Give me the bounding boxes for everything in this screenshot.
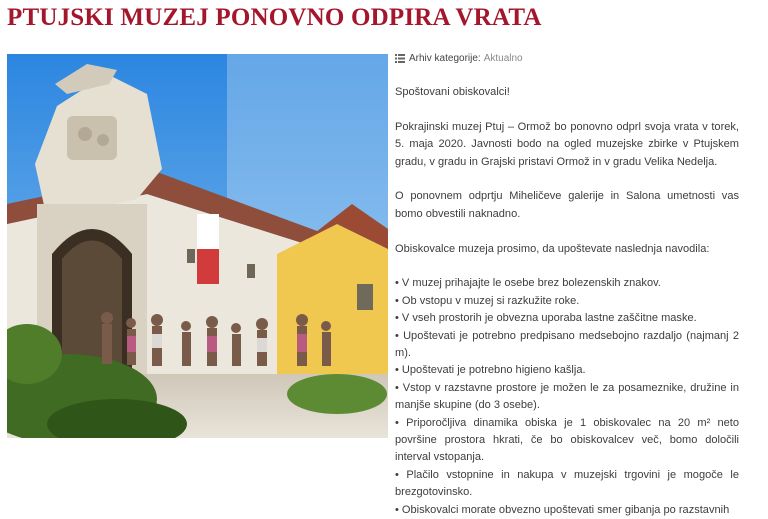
list-item: • Upoštevati je potrebno predpisano medsebojno razdaljo (najmanj 2 m). — [395, 329, 739, 360]
page-title: PTUJSKI MUZEJ PONOVNO ODPIRA VRATA — [7, 4, 542, 31]
list-icon — [395, 54, 405, 63]
list-item: • Ob vstopu v muzej si razkužite roke. — [395, 294, 580, 307]
article-photo — [7, 54, 388, 438]
list-item: • V muzej prihajajte le osebe brez bolezenskih znakov. — [395, 277, 661, 290]
list-item: • Plačilo vstopnine in nakupa v muzejski trgovini je mogoče le brezgotovinsko. — [395, 468, 739, 499]
list-item: • Vstop v razstavne prostore je možen le za posameznike, družine in manjše skupine (do 3 osebe). — [395, 381, 739, 412]
paragraph-reopening: Pokrajinski muzej Ptuj – Ormož bo ponovno odprl svoja vrata v torek, 5. maja 2020. Javnosti bodo na ogled muzejske zbirke v Ptujskem gradu, v gradu in Grajski pristavi Ormož in v gradu Velika Nedelja. — [395, 120, 739, 168]
greeting: Spoštovani obiskovalci! — [395, 86, 510, 98]
list-item: • Obiskovalci morate obvezno upoštevati smer gibanja po razstavnih — [395, 503, 730, 516]
photo-castle-gate — [7, 54, 388, 438]
list-item: • Upoštevati je potrebno higieno kašlja. — [395, 364, 586, 377]
list-item: • Priporočljiva dinamika obiska je 1 obiskovalec na 20 m² neto površine prostora hkrati, če bo obiskovalcev več, bomo določili interval vstopanja. — [395, 416, 739, 464]
paragraph-gallery: O ponovnem odprtju Miheličeve galerije in Salona umetnosti vas bomo obvestili naknadno. — [395, 190, 739, 220]
article-body — [395, 84, 739, 519]
paragraph-instructions: Obiskovalce muzeja prosimo, da upoštevate naslednja navodila: — [395, 242, 710, 255]
category-meta — [395, 53, 523, 64]
category-link[interactable]: Aktualno — [483, 53, 523, 64]
category-label: Arhiv kategorije: — [409, 53, 481, 64]
list-item: • V vseh prostorih je obvezna uporaba lastne zaščitne maske. — [395, 312, 697, 325]
rules-list — [395, 275, 739, 519]
